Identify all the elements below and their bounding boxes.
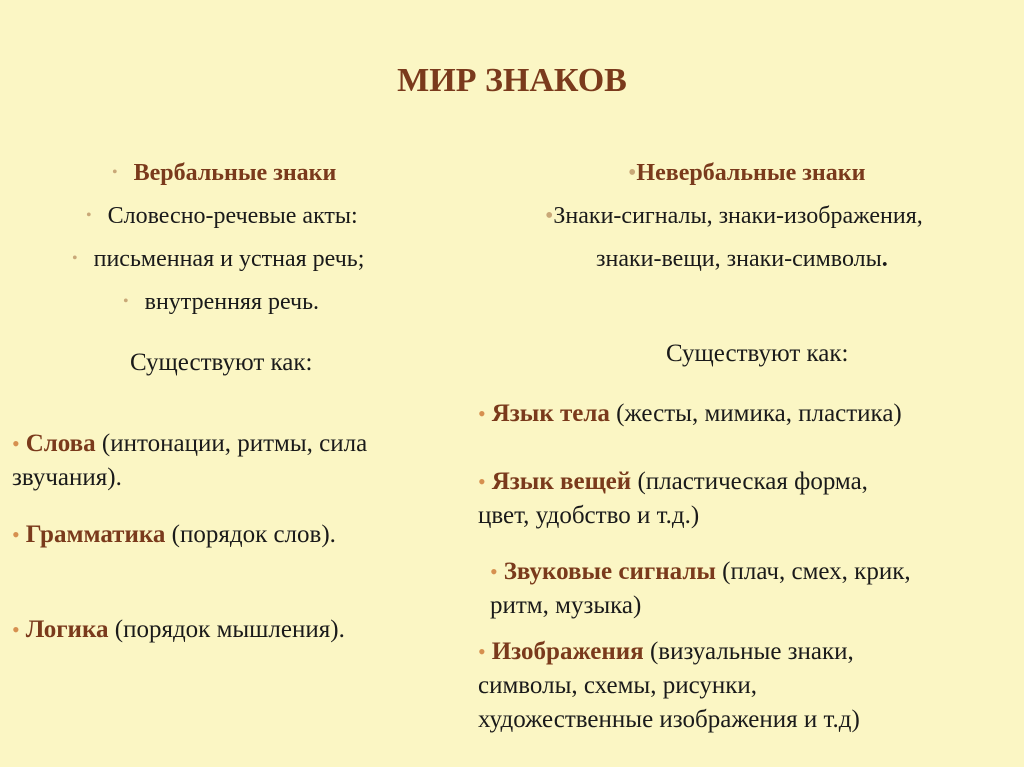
right-heading: Невербальные знаки <box>636 160 866 186</box>
right-desc-line2 <box>596 246 888 273</box>
left-item-text: внутренняя речь. <box>144 289 320 315</box>
left-heading: Вербальные знаки <box>133 160 337 186</box>
form-term: Логика <box>25 616 109 643</box>
form-term: Слова <box>25 430 96 457</box>
right-desc-text: Знаки-сигналы, знаки-изображения, <box>553 203 923 229</box>
form-desc-cont: звучания). <box>12 464 122 491</box>
form-term: Язык тела <box>491 400 610 427</box>
form-term: Изображения <box>491 638 644 665</box>
left-form-grammar <box>12 521 336 549</box>
form-term: Грамматика <box>25 521 166 548</box>
bullet: • <box>123 293 129 310</box>
left-exist-label: Существуют как: <box>130 349 313 376</box>
bullet: • <box>478 469 486 494</box>
bullet: • <box>12 431 20 456</box>
bullet: • <box>628 160 637 186</box>
left-heading-row <box>112 160 336 187</box>
form-desc: (порядок слов). <box>165 521 336 548</box>
form-desc: (порядок мышления). <box>108 616 345 643</box>
left-item <box>86 203 358 230</box>
bullet: • <box>72 250 78 267</box>
form-desc-cont: ритм, музыка) <box>490 592 642 619</box>
right-heading-row <box>628 160 865 187</box>
left-item-text: письменная и устная речь; <box>93 246 365 272</box>
right-form-things <box>478 465 868 533</box>
bullet: • <box>12 617 20 642</box>
left-form-logic <box>12 616 345 644</box>
bullet: • <box>112 164 118 181</box>
right-form-sound <box>490 555 911 623</box>
left-form-slova <box>12 427 367 495</box>
left-item <box>72 246 364 273</box>
right-form-body <box>478 400 902 428</box>
form-term: Язык вещей <box>491 468 632 495</box>
left-item <box>123 289 319 316</box>
form-term: Звуковые сигналы <box>503 558 716 585</box>
page-title: МИР ЗНАКОВ <box>397 62 627 99</box>
right-exist-label: Существуют как: <box>666 340 849 367</box>
left-item-text: Словесно-речевые акты: <box>107 203 358 229</box>
bullet: • <box>478 639 486 664</box>
right-form-images <box>478 635 860 737</box>
bullet: • <box>490 559 498 584</box>
right-desc-text: знаки-вещи, знаки-символы <box>596 246 882 272</box>
form-desc: (плач, смех, крик, <box>715 558 911 585</box>
form-desc-cont: цвет, удобство и т.д.) <box>478 502 700 529</box>
form-desc-cont: символы, схемы, рисунки, <box>478 672 758 699</box>
bullet: • <box>545 203 554 229</box>
right-desc-line1 <box>545 203 923 230</box>
form-desc-cont: художественные изображения и т.д) <box>478 706 860 733</box>
form-desc: (жесты, мимика, пластика) <box>609 400 902 427</box>
form-desc: (пластическая форма, <box>631 468 868 495</box>
form-desc: (интонации, ритмы, сила <box>95 430 368 457</box>
bullet: • <box>478 401 486 426</box>
bullet: • <box>12 522 20 547</box>
bullet: • <box>86 207 92 224</box>
form-desc: (визуальные знаки, <box>643 638 854 665</box>
right-desc-end: . <box>881 246 888 272</box>
